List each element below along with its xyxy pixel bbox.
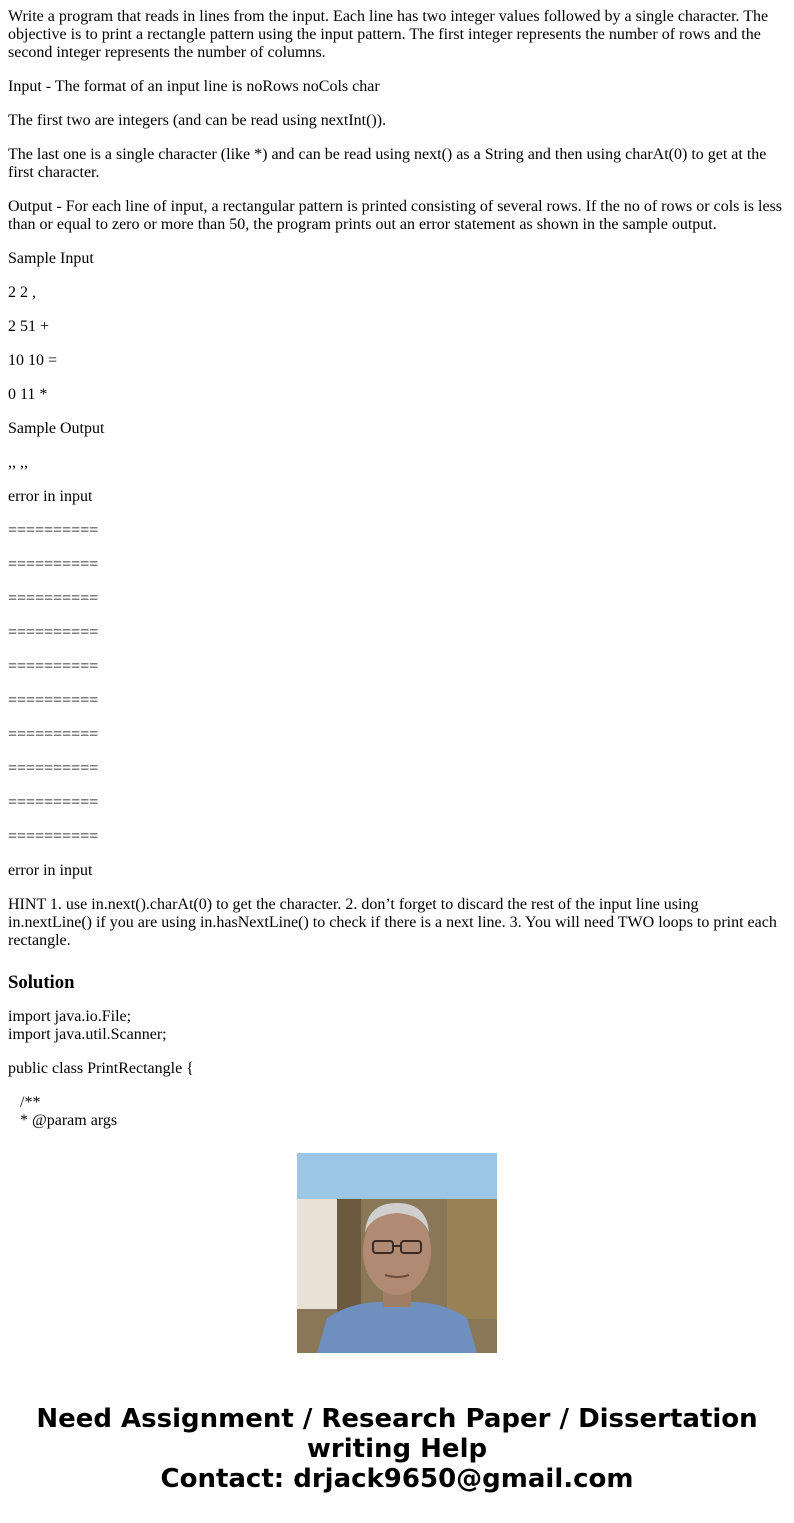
author-avatar	[297, 1153, 497, 1353]
output-desc: Output - For each line of input, a rectangular pattern is printed consisting of several rows. If the no of rows or cols is less than or equal to zero or more than 50, the program prints out an error statement as shown in the sample output.	[8, 198, 783, 233]
sample-input-label: Sample Input	[8, 250, 94, 267]
hint-text: HINT 1. use in.next().charAt(0) to get the character. 2. don’t forget to discard the rest of the input line using in.nextLine() if you are using in.hasNextLine() to check if there is a next line. 3. You will need TWO loops to print each rectangle.	[8, 896, 777, 949]
banner-line: Need Assignment / Research Paper / Dissertation	[36, 1404, 758, 1434]
last-one-desc: The last one is a single character (like *) and can be read using next() as a String and then using charAt(0) to get at the first character.	[8, 146, 767, 181]
sample-output-line: error in input	[8, 862, 93, 879]
banner-contact: Contact: drjack9650@gmail.com	[160, 1464, 634, 1494]
sample-output-line: ==========	[8, 794, 99, 811]
assignment-help-banner	[0, 1404, 794, 1494]
sample-output-line: ==========	[8, 556, 99, 573]
question-intro: Write a program that reads in lines from the input. Each line has two integer values followed by a single character. The objective is to print a rectangle pattern using the input pattern. The first integer represents the number of rows and the second integer represents the number of columns.	[8, 8, 769, 61]
sample-output-line: ==========	[8, 760, 99, 777]
sample-output-line: ==========	[8, 726, 99, 743]
sample-input-line: 0 11 *	[8, 386, 48, 403]
code-line: /**	[20, 1094, 41, 1111]
sample-output-label: Sample Output	[8, 420, 105, 437]
banner-line: writing Help	[306, 1434, 488, 1464]
sample-output-line: ==========	[8, 624, 99, 641]
author-portrait-icon	[297, 1153, 497, 1353]
solution-code	[8, 1008, 786, 1129]
first-two-desc: The first two are integers (and can be read using nextInt()).	[8, 112, 387, 129]
sample-output-line: ==========	[8, 692, 99, 709]
question-body	[8, 8, 786, 1129]
sample-input-line: 2 2 ,	[8, 284, 36, 301]
sample-output-line: ==========	[8, 828, 99, 845]
sample-output-line: ==========	[8, 658, 99, 675]
code-line: * @param args	[20, 1112, 118, 1129]
sample-input-line: 10 10 =	[8, 352, 58, 369]
sample-output-line: ==========	[8, 590, 99, 607]
code-line: public class PrintRectangle {	[8, 1060, 194, 1077]
sample-input-line: 2 51 +	[8, 318, 50, 335]
solution-heading: Solution	[8, 972, 75, 993]
input-format: Input - The format of an input line is noRows noCols char	[8, 78, 380, 95]
sample-output-line: error in input	[8, 488, 93, 505]
sample-output-line: ==========	[8, 522, 99, 539]
sample-output-line: ,, ,,	[8, 454, 28, 471]
code-line: import java.io.File;	[8, 1008, 132, 1025]
code-gap	[8, 1078, 786, 1094]
code-gap	[8, 1044, 786, 1060]
code-line: import java.util.Scanner;	[8, 1026, 167, 1043]
